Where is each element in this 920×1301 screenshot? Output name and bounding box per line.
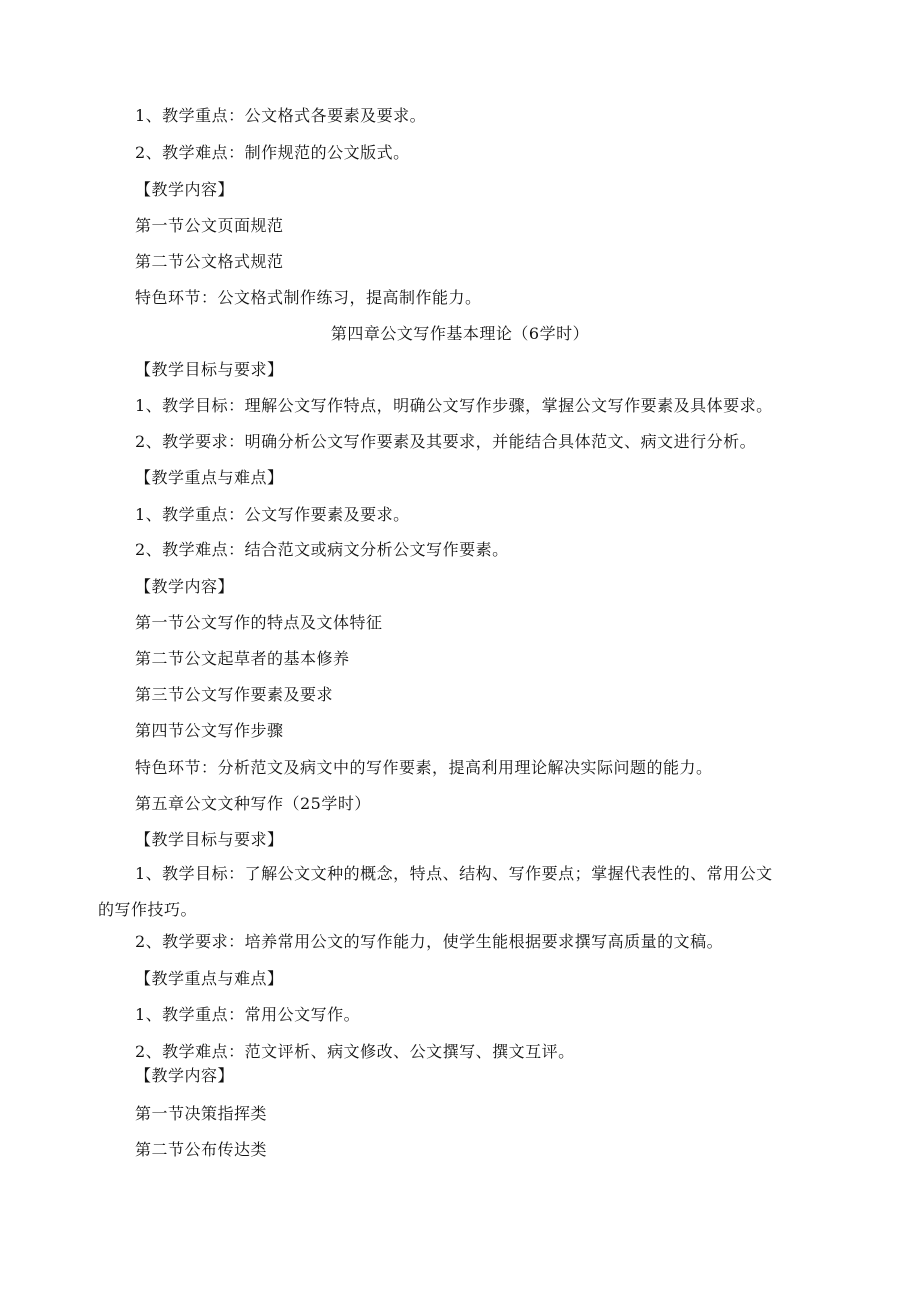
section-heading: 【教学重点与难点】 xyxy=(135,969,284,988)
requirement-line: 2、教学要求：培养常用公文的写作能力，使学生能根据要求撰写高质量的文稿。 xyxy=(135,932,724,951)
chapter-title: 第四章公文写作基本理论（6学时） xyxy=(330,324,590,343)
objective-line: 1、教学目标：理解公文写作特点，明确公文写作步骤，掌握公文写作要素及具体要求。 xyxy=(135,396,773,415)
requirement-line: 2、教学要求：明确分析公文写作要素及其要求，并能结合具体范文、病文进行分析。 xyxy=(135,432,757,451)
section-heading: 【教学内容】 xyxy=(135,180,235,199)
key-point-line: 1、教学重点：公文格式各要素及要求。 xyxy=(135,106,427,125)
feature-line: 特色环节：分析范文及病文中的写作要素，提高利用理论解决实际问题的能力。 xyxy=(135,758,713,777)
section-item: 第二节公文格式规范 xyxy=(135,252,284,271)
chapter-title: 第五章公文文种写作（25学时） xyxy=(135,794,371,813)
difficulty-line: 2、教学难点：结合范文或病文分析公文写作要素。 xyxy=(135,540,509,559)
section-item: 第二节公文起草者的基本修养 xyxy=(135,649,350,668)
section-item: 第一节决策指挥类 xyxy=(135,1104,268,1123)
section-item: 第四节公文写作步骤 xyxy=(135,721,284,740)
section-item: 第一节公文写作的特点及文体特征 xyxy=(135,613,383,632)
section-heading: 【教学目标与要求】 xyxy=(135,360,284,379)
section-heading: 【教学内容】 xyxy=(135,577,235,596)
section-heading: 【教学重点与难点】 xyxy=(135,468,284,487)
difficulty-line: 2、教学难点：范文评析、病文修改、公文撰写、撰文互评。 xyxy=(135,1042,575,1061)
key-point-line: 1、教学重点：常用公文写作。 xyxy=(135,1005,361,1024)
feature-line: 特色环节：公文格式制作练习，提高制作能力。 xyxy=(135,288,482,307)
section-item: 第三节公文写作要素及要求 xyxy=(135,685,334,704)
section-heading: 【教学目标与要求】 xyxy=(135,830,284,849)
key-point-line: 1、教学重点：公文写作要素及要求。 xyxy=(135,505,410,524)
section-item: 第二节公布传达类 xyxy=(135,1140,268,1159)
section-item: 第一节公文页面规范 xyxy=(135,216,284,235)
section-heading: 【教学内容】 xyxy=(135,1066,235,1085)
objective-line: 1、教学目标：了解公文文种的概念，特点、结构、写作要点；掌握代表性的、常用公文的写作技巧。 xyxy=(98,864,773,919)
difficulty-line: 2、教学难点：制作规范的公文版式。 xyxy=(135,143,410,162)
